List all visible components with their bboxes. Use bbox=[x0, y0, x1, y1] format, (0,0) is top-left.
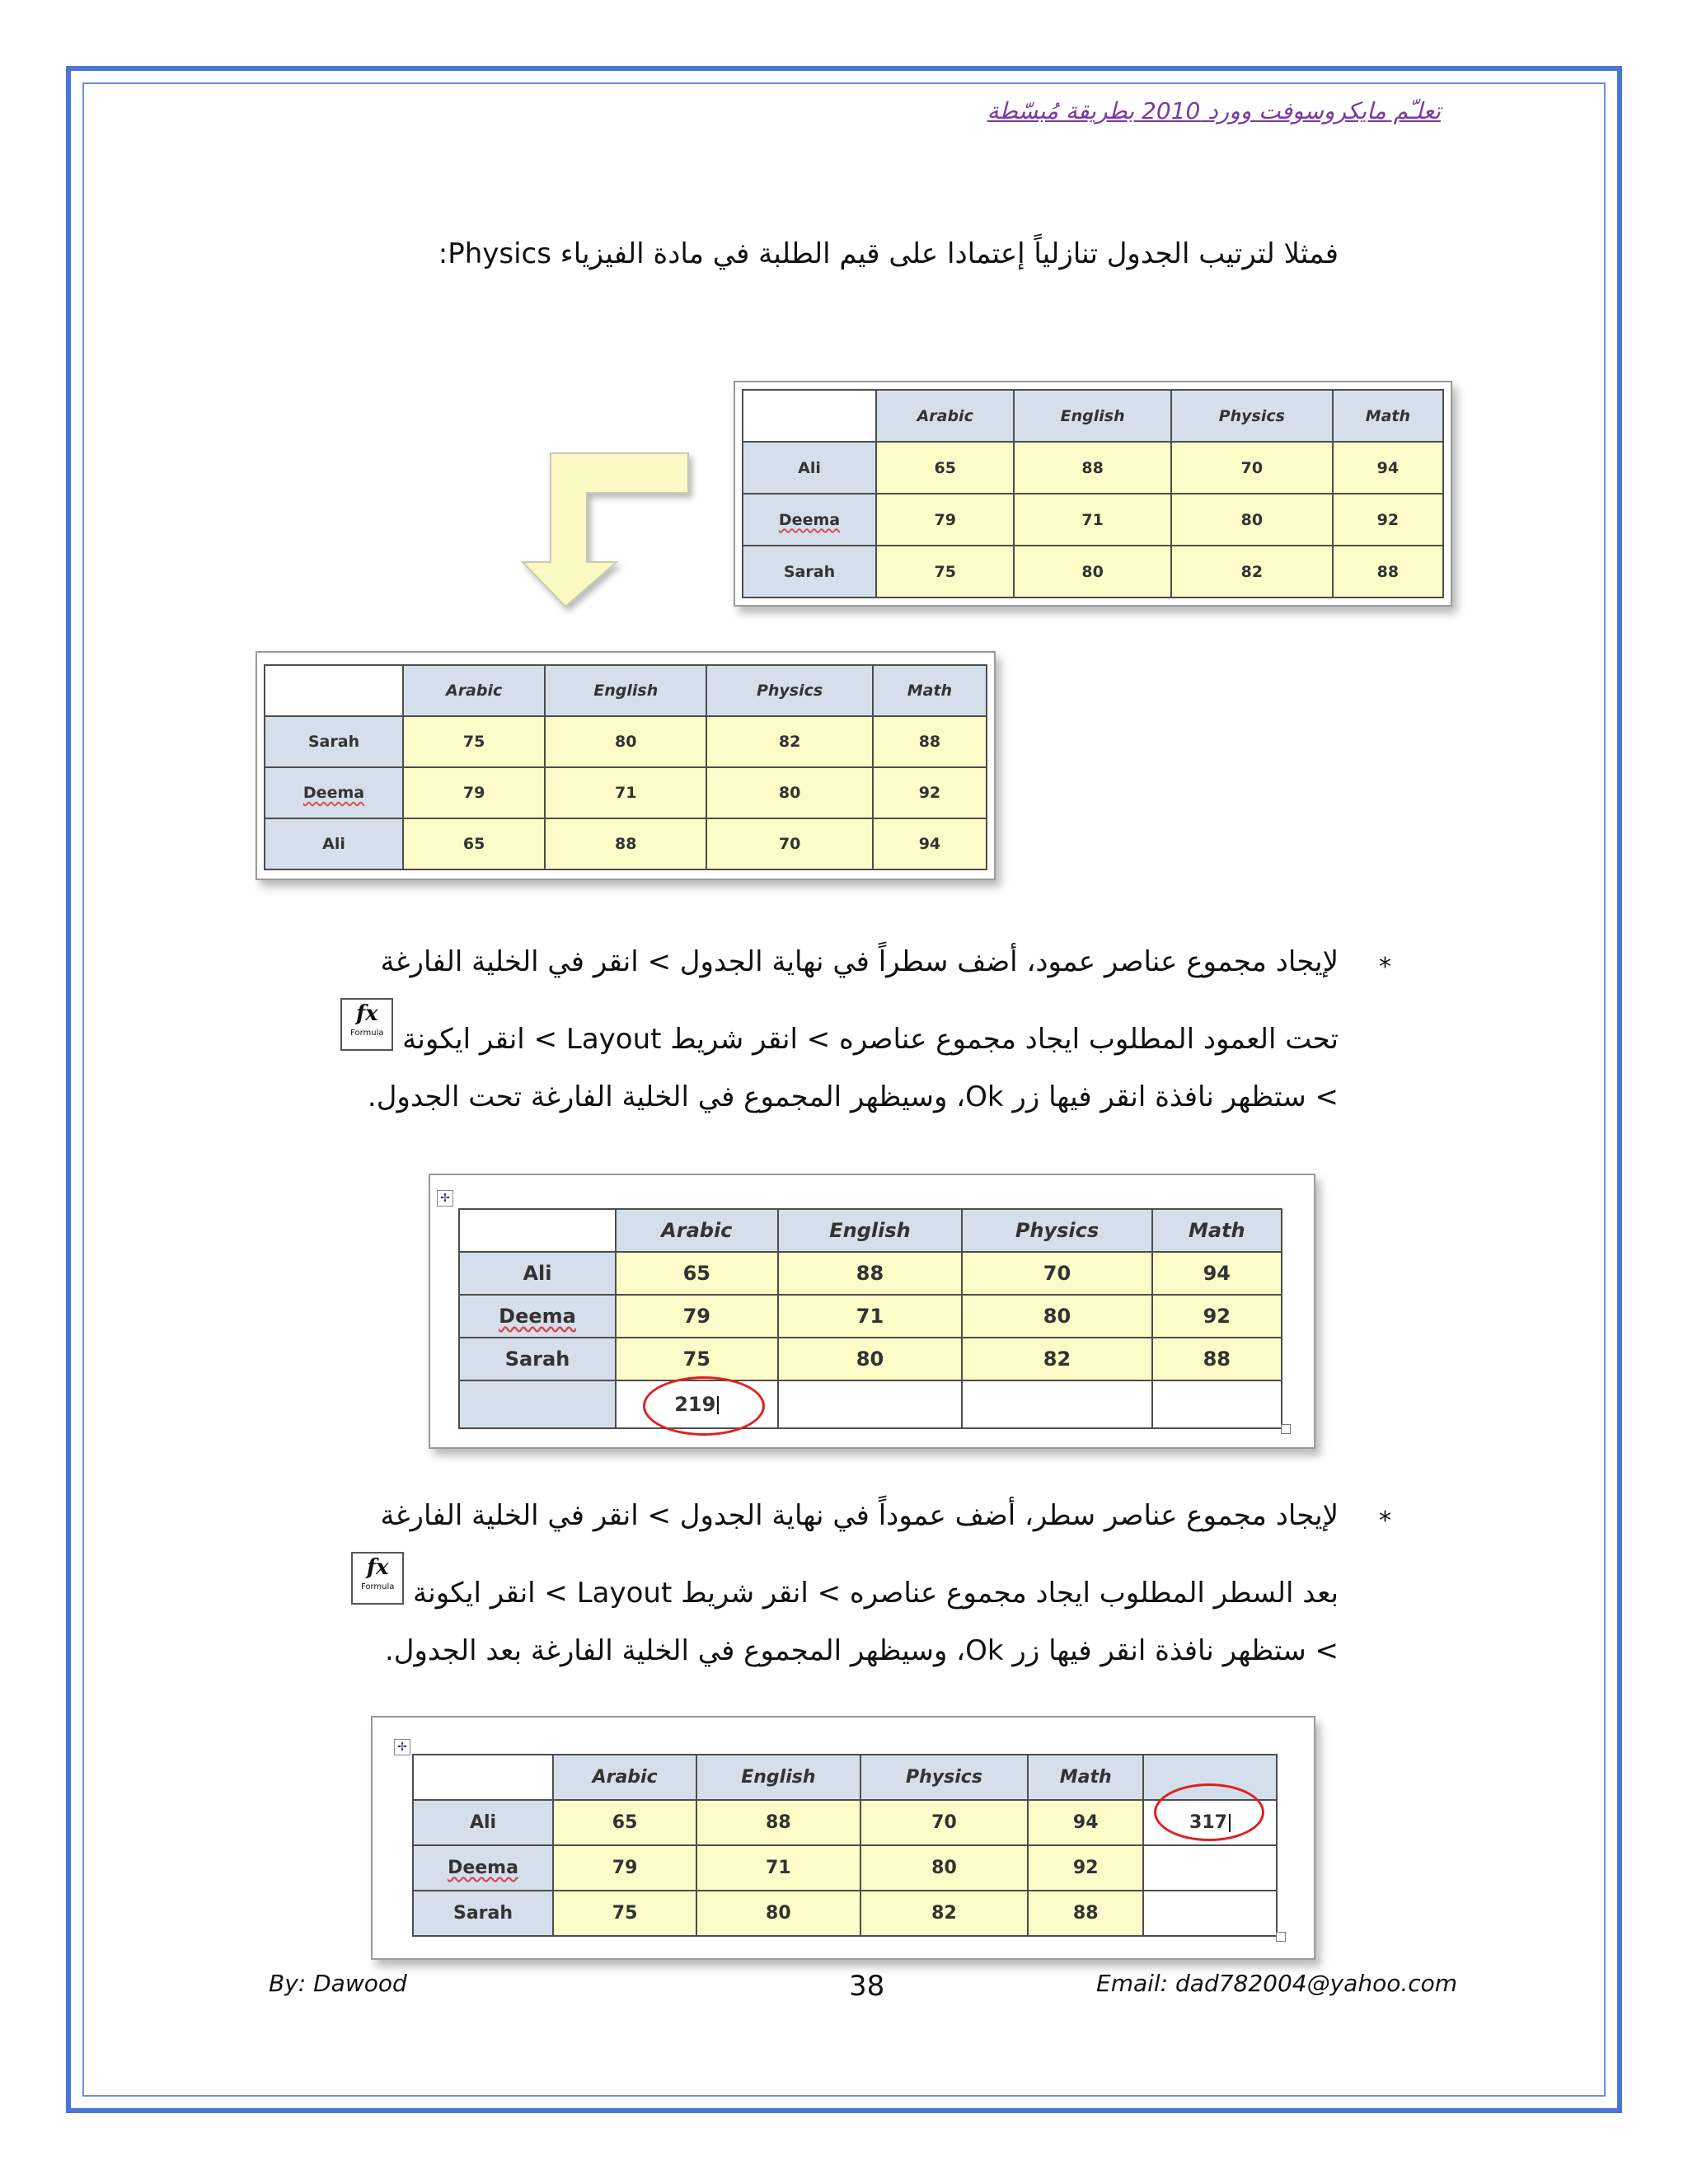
table-column-sum-panel bbox=[429, 1174, 1315, 1449]
value-cell: 88 bbox=[1152, 1338, 1282, 1380]
value-cell: 71 bbox=[778, 1295, 963, 1338]
table-row-sum bbox=[459, 1380, 1282, 1428]
value-cell: 82 bbox=[860, 1891, 1029, 1936]
table-corner-cell bbox=[743, 390, 876, 442]
table-row bbox=[459, 1252, 1282, 1295]
bullet-line: > ستظهر نافذة انقر فيها زر Ok، وسيظهر المجموع في الخلية الفارغة تحت الجدول. bbox=[367, 1080, 1339, 1113]
value-cell: 88 bbox=[778, 1252, 963, 1295]
table-corner-cell bbox=[459, 1209, 616, 1252]
value-cell: 65 bbox=[616, 1252, 778, 1295]
table-header-cell: Math bbox=[1028, 1755, 1143, 1800]
value-cell: 80 bbox=[1014, 546, 1170, 598]
table-move-handle-icon[interactable]: ✢ bbox=[394, 1739, 410, 1755]
table-header-cell: English bbox=[778, 1209, 963, 1252]
highlight-circle bbox=[643, 1376, 765, 1436]
empty-cell[interactable] bbox=[962, 1380, 1151, 1428]
empty-cell[interactable] bbox=[1152, 1380, 1282, 1428]
value-cell: 94 bbox=[873, 818, 987, 869]
bullet-line: لإيجاد مجموع عناصر سطر، أضف عموداً في نهاية الجدول > انقر في الخلية الفارغة bbox=[380, 1499, 1339, 1532]
table-header-cell: Math bbox=[873, 665, 987, 716]
value-cell: 75 bbox=[876, 546, 1014, 598]
table-row-sum bbox=[412, 1754, 1278, 1937]
table-header-cell: Arabic bbox=[616, 1209, 778, 1252]
value-cell: 80 bbox=[1171, 494, 1333, 546]
table-move-handle-icon[interactable]: ✢ bbox=[437, 1190, 453, 1207]
value-cell: 75 bbox=[403, 716, 545, 767]
down-left-arrow-icon bbox=[519, 450, 701, 615]
table-header-cell: Math bbox=[1152, 1209, 1282, 1252]
intro-text: فمثلا لترتيب الجدول تنازلياً إعتمادا على قيم الطلبة في مادة الفيزياء Physics: bbox=[438, 237, 1339, 270]
value-cell: 80 bbox=[778, 1338, 963, 1380]
bullet-row-sum bbox=[251, 1487, 1391, 1680]
footer-email: Email: dad782004@yahoo.com bbox=[1096, 1970, 1458, 1997]
row-name-cell: Sarah bbox=[459, 1338, 616, 1380]
value-cell: 65 bbox=[403, 818, 545, 869]
table-row bbox=[265, 767, 987, 818]
value-cell: 71 bbox=[545, 767, 706, 818]
value-cell: 80 bbox=[545, 716, 706, 767]
page-header-title: تعلـّم مايكروسوفت وورد 2010 بطريقة مُبسّطة bbox=[987, 97, 1441, 124]
value-cell: 80 bbox=[706, 767, 873, 818]
value-cell: 65 bbox=[553, 1800, 696, 1845]
value-cell: 94 bbox=[1152, 1252, 1282, 1295]
value-cell: 88 bbox=[1014, 442, 1170, 494]
formula-icon: fx Formula bbox=[340, 998, 393, 1051]
table-row bbox=[459, 1338, 1282, 1380]
value-cell: 75 bbox=[553, 1891, 696, 1936]
formula-icon: fx Formula bbox=[351, 1552, 404, 1605]
table-column-sum bbox=[458, 1208, 1282, 1429]
value-cell: 75 bbox=[616, 1338, 778, 1380]
table-row bbox=[265, 716, 987, 767]
table-corner-cell bbox=[413, 1755, 553, 1800]
table-row bbox=[459, 1295, 1282, 1338]
bullet-marker: * bbox=[1379, 953, 1391, 982]
bullet-line-text: بعد السطر المطلوب ايجاد مجموع عناصره > انقر شريط Layout > انقر ايكونة bbox=[413, 1577, 1339, 1610]
value-cell: 79 bbox=[616, 1295, 778, 1338]
value-cell: 79 bbox=[876, 494, 1014, 546]
empty-cell[interactable] bbox=[1143, 1845, 1277, 1891]
row-name-cell: Deema bbox=[265, 767, 403, 818]
empty-cell[interactable] bbox=[778, 1380, 963, 1428]
value-cell: 70 bbox=[962, 1252, 1151, 1295]
table-header-cell: Math bbox=[1333, 390, 1443, 442]
value-cell: 80 bbox=[860, 1845, 1029, 1891]
table-corner-cell bbox=[265, 665, 403, 716]
bullet-line bbox=[251, 1001, 1339, 1068]
value-cell: 88 bbox=[545, 818, 706, 869]
table-header-cell: Physics bbox=[962, 1209, 1151, 1252]
value-cell: 70 bbox=[860, 1800, 1029, 1845]
table-header-cell: Physics bbox=[860, 1755, 1029, 1800]
value-cell: 79 bbox=[553, 1845, 696, 1891]
row-name-cell: Sarah bbox=[265, 716, 403, 767]
table-row bbox=[743, 442, 1443, 494]
highlight-circle bbox=[1154, 1783, 1264, 1841]
value-cell: 82 bbox=[1171, 546, 1333, 598]
value-cell: 92 bbox=[873, 767, 987, 818]
value-cell: 92 bbox=[1333, 494, 1443, 546]
value-cell: 92 bbox=[1152, 1295, 1282, 1338]
table-row bbox=[743, 494, 1443, 546]
value-cell: 80 bbox=[696, 1891, 860, 1936]
value-cell: 80 bbox=[962, 1295, 1151, 1338]
value-cell: 70 bbox=[706, 818, 873, 869]
table-row bbox=[743, 546, 1443, 598]
table-after-sort bbox=[264, 664, 987, 870]
row-name-cell: Sarah bbox=[413, 1891, 553, 1936]
value-cell: 88 bbox=[1028, 1891, 1143, 1936]
footer-author: By: Dawood bbox=[269, 1970, 407, 1997]
bullet-marker: * bbox=[1379, 1507, 1391, 1535]
table-header-cell: Arabic bbox=[403, 665, 545, 716]
value-cell: 82 bbox=[706, 716, 873, 767]
value-cell: 88 bbox=[1333, 546, 1443, 598]
table-before-sort-panel bbox=[734, 381, 1452, 607]
row-name-cell: Deema bbox=[743, 494, 876, 546]
value-cell: 82 bbox=[962, 1338, 1151, 1380]
value-cell: 92 bbox=[1028, 1845, 1143, 1891]
table-row-sum-panel bbox=[371, 1716, 1315, 1960]
table-row bbox=[413, 1845, 1277, 1891]
sum-cell[interactable]: 317 bbox=[1143, 1800, 1277, 1845]
row-name-cell: Ali bbox=[413, 1800, 553, 1845]
table-header-cell: Physics bbox=[706, 665, 873, 716]
table-after-sort-panel bbox=[256, 651, 996, 880]
row-name-cell: Sarah bbox=[743, 546, 876, 598]
table-header-cell: Arabic bbox=[876, 390, 1014, 442]
table-resize-handle-icon[interactable] bbox=[1281, 1424, 1291, 1434]
table-header-cell: English bbox=[1014, 390, 1170, 442]
bullet-line bbox=[251, 1554, 1339, 1622]
table-header-cell: English bbox=[545, 665, 706, 716]
table-resize-handle-icon[interactable] bbox=[1276, 1932, 1286, 1942]
table-row bbox=[413, 1891, 1277, 1936]
row-name-cell: Ali bbox=[743, 442, 876, 494]
value-cell: 88 bbox=[873, 716, 987, 767]
table-row bbox=[413, 1800, 1277, 1845]
table-header-cell: English bbox=[696, 1755, 860, 1800]
value-cell: 71 bbox=[1014, 494, 1170, 546]
bullet-line: > ستظهر نافذة انقر فيها زر Ok، وسيظهر المجموع في الخلية الفارغة بعد الجدول. bbox=[385, 1634, 1339, 1667]
row-name-cell: Ali bbox=[265, 818, 403, 869]
table-header-cell: Arabic bbox=[553, 1755, 696, 1800]
table-before-sort bbox=[742, 389, 1444, 598]
value-cell: 94 bbox=[1333, 442, 1443, 494]
value-cell: 70 bbox=[1171, 442, 1333, 494]
value-cell: 88 bbox=[696, 1800, 860, 1845]
value-cell: 94 bbox=[1028, 1800, 1143, 1845]
table-row bbox=[265, 818, 987, 869]
value-cell: 79 bbox=[403, 767, 545, 818]
bullet-column-sum bbox=[251, 933, 1391, 1126]
empty-cell bbox=[459, 1380, 616, 1428]
row-name-cell: Ali bbox=[459, 1252, 616, 1295]
table-header-cell: Physics bbox=[1171, 390, 1333, 442]
bullet-line-text: تحت العمود المطلوب ايجاد مجموع عناصره > انقر شريط Layout > انقر ايكونة bbox=[402, 1023, 1339, 1056]
empty-cell[interactable] bbox=[1143, 1891, 1277, 1936]
value-cell: 71 bbox=[696, 1845, 860, 1891]
row-name-cell: Deema bbox=[413, 1845, 553, 1891]
footer-page-number: 38 bbox=[849, 1970, 885, 2003]
bullet-line: لإيجاد مجموع عناصر عمود، أضف سطراً في نهاية الجدول > انقر في الخلية الفارغة bbox=[380, 945, 1339, 978]
value-cell: 65 bbox=[876, 442, 1014, 494]
row-name-cell: Deema bbox=[459, 1295, 616, 1338]
sum-cell[interactable]: 219 bbox=[616, 1380, 778, 1428]
